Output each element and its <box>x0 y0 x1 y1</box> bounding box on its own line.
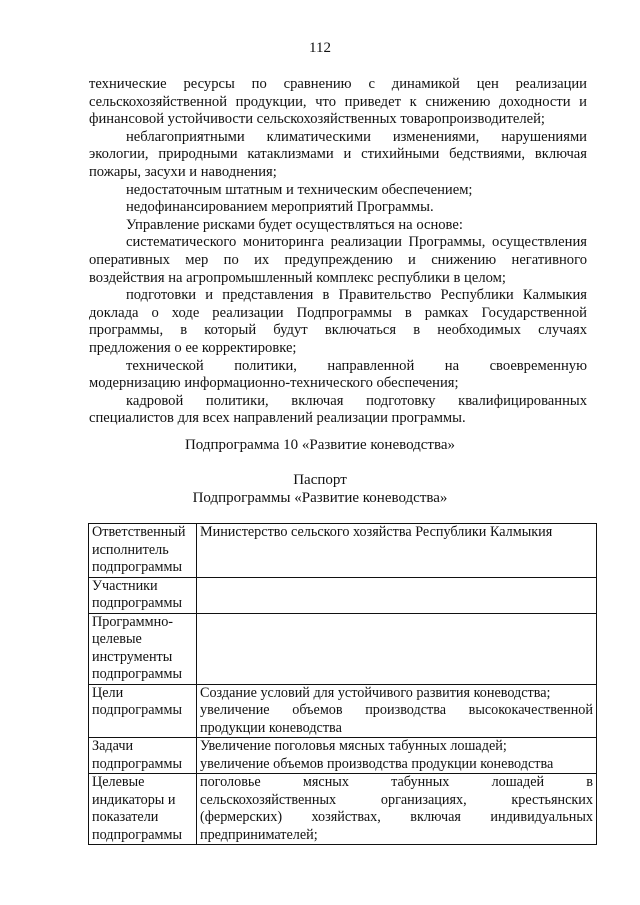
text-line: специалистов для всех направлений реализации программы. <box>89 410 466 427</box>
paragraph-climate <box>89 129 587 182</box>
row-value <box>197 577 597 613</box>
text-line: подготовки и представления в Правительство Республики Калмыкия <box>126 287 587 304</box>
text-line: технической политики, направленной на своевременную <box>126 357 587 374</box>
text-line: программы, в который будут включаться в необходимых случаях <box>89 322 587 339</box>
passport-title: Паспорт <box>293 472 347 488</box>
row-value <box>197 613 597 684</box>
table-row <box>89 577 597 613</box>
paragraph-technical-policy <box>89 358 587 393</box>
page-number: 112 <box>309 40 331 56</box>
paragraph-personnel-policy <box>89 393 587 428</box>
row-value: поголовье мясных табунных лошадей в сельскохозяйственных организациях, крестьянских (фермерских) хозяйствах, включая индивидуальных предпринимателей; <box>197 774 597 845</box>
text-line: неблагоприятными климатическими изменениями, нарушениями <box>126 128 587 145</box>
passport-table <box>88 523 597 845</box>
text-line: финансовой устойчивости сельскохозяйственных товаропроизводителей; <box>89 111 545 128</box>
row-label: Ответственный исполнитель подпрограммы <box>89 524 197 578</box>
text-line: оперативных мер по их предупреждению и снижению негативного <box>89 251 587 268</box>
paragraph-staffing: недостаточным штатным и техническим обеспечением; <box>126 181 473 198</box>
text-line: технические ресурсы по сравнению с динамикой цен реализации <box>89 76 587 92</box>
table-row <box>89 738 597 774</box>
subprogram-title: Подпрограмма 10 «Развитие коневодства» <box>184 437 456 453</box>
paragraph-risk-management: Управление рисками будет осуществляться на основе: <box>126 216 463 233</box>
paragraph-underfunding: недофинансированием мероприятий Программы. <box>126 199 434 216</box>
text-line: кадровой политики, включая подготовку квалифицированных <box>126 392 587 409</box>
text-line: воздействия на агропромышленный комплекс республики в целом; <box>89 269 506 286</box>
body-text <box>89 76 587 428</box>
text-line: доклада о ходе реализации Подпрограммы в рамках Государственной <box>89 304 587 321</box>
text-line: пожары, засухи и наводнения; <box>89 163 277 180</box>
text-line: экологии, природными катаклизмами и стихийными бедствиями, включая <box>89 146 587 163</box>
table-row <box>89 613 597 684</box>
table-row <box>89 774 597 845</box>
row-label: Цели подпрограммы <box>89 684 197 738</box>
row-label: Участники подпрограммы <box>89 577 197 613</box>
text-line: сельскохозяйственной продукции, что приведет к снижению доходности и <box>89 93 587 110</box>
row-value: Увеличение поголовья мясных табунных лошадей; увеличение объемов производства продукции коневодства <box>197 738 597 774</box>
table-row <box>89 684 597 738</box>
passport-subtitle: Подпрограммы «Развитие коневодства» <box>192 490 448 506</box>
text-line: систематического мониторинга реализации Программы, осуществления <box>126 234 587 251</box>
row-value: Министерство сельского хозяйства Республики Калмыкия <box>197 524 597 578</box>
row-label: Программно- целевые инструменты подпрограммы <box>89 613 197 684</box>
row-value: Создание условий для устойчивого развития коневодства; увеличение объемов производства высококачественной продукции коневодства <box>197 684 597 738</box>
table-row <box>89 524 597 578</box>
paragraph-monitoring <box>89 234 587 287</box>
row-label: Целевые индикаторы и показатели подпрограммы <box>89 774 197 845</box>
row-label: Задачи подпрограммы <box>89 738 197 774</box>
text-line: предложения о ее корректировке; <box>89 339 297 356</box>
paragraph-report <box>89 287 587 357</box>
paragraph-risk-resources <box>89 76 587 129</box>
text-line: модернизацию информационно-технического обеспечения; <box>89 375 459 392</box>
